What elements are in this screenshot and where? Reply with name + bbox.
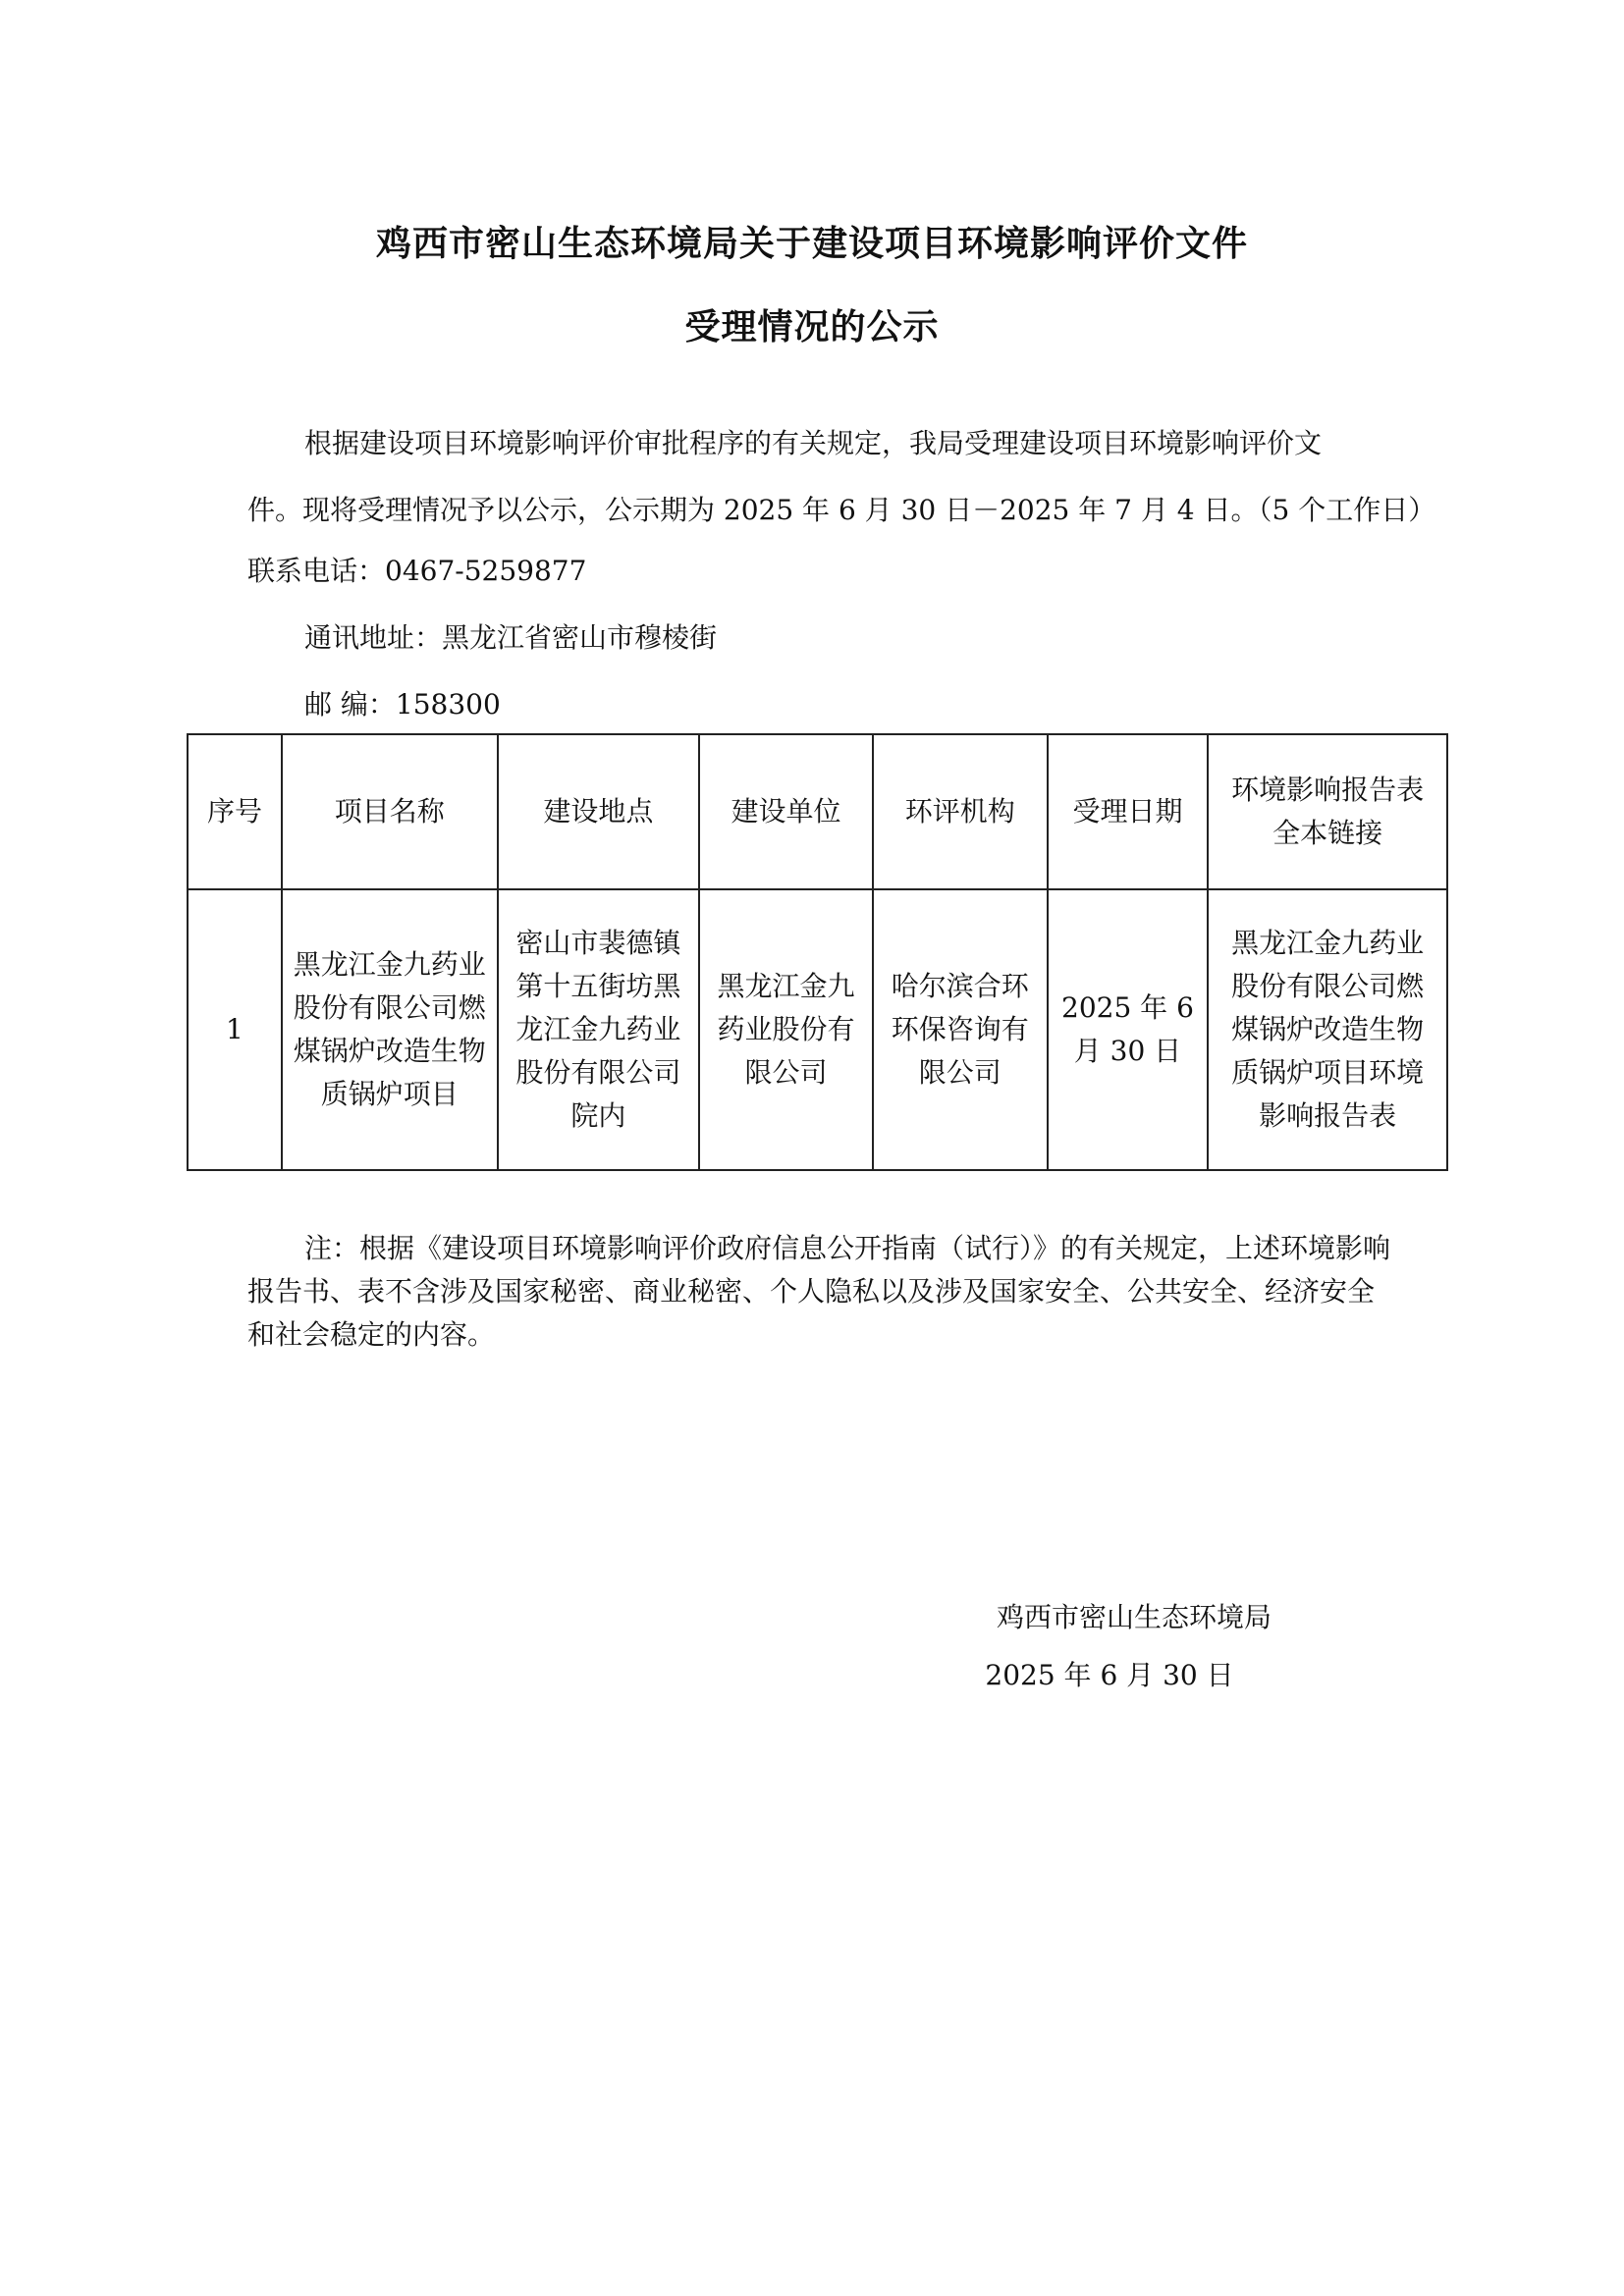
document-title-line2: 受理情况的公示 [684, 307, 940, 347]
intro-paragraph-line2: 件。现将受理情况予以公示，公示期为 2025 年 6 月 30 日－2025 年 7 月 4 日。（5 个工作日） [247, 494, 1436, 526]
header-project: 项目名称 [282, 734, 498, 889]
header-no: 序号 [188, 734, 282, 889]
header-date: 受理日期 [1048, 734, 1209, 889]
contact-address: 通讯地址：黑龙江省密山市穆棱街 [304, 621, 718, 654]
document-title-line1: 鸡西市密山生态环境局关于建设项目环境影响评价文件 [375, 224, 1248, 264]
cell-no: 1 [188, 889, 282, 1170]
table-header-row [188, 734, 1447, 889]
signature-org: 鸡西市密山生态环境局 [996, 1601, 1272, 1633]
cell-location: 密山市裴德镇第十五街坊黑龙江金九药业股份有限公司院内 [498, 889, 700, 1170]
header-link: 环境影响报告表全本链接 [1208, 734, 1447, 889]
table-row [188, 889, 1447, 1170]
signature-date: 2025 年 6 月 30 日 [985, 1659, 1234, 1691]
cell-report-link[interactable]: 黑龙江金九药业股份有限公司燃煤锅炉改造生物质锅炉项目环境影响报告表 [1208, 889, 1447, 1170]
header-unit: 建设单位 [699, 734, 873, 889]
cell-date: 2025 年 6 月 30 日 [1048, 889, 1209, 1170]
cell-unit: 黑龙江金九药业股份有限公司 [699, 889, 873, 1170]
header-agency: 环评机构 [873, 734, 1048, 889]
footnote: 注：根据《建设项目环境影响评价政府信息公开指南（试行）》的有关规定，上述环境影响报告书、表不含涉及国家秘密、商业秘密、个人隐私以及涉及国家安全、公共安全、经济安全和社会稳定的内容。 [247, 1232, 1391, 1351]
cell-agency: 哈尔滨合环环保咨询有限公司 [873, 889, 1048, 1170]
contact-postcode: 邮 编：158300 [304, 688, 501, 721]
acceptance-table [187, 733, 1448, 1171]
header-location: 建设地点 [498, 734, 700, 889]
contact-phone: 联系电话：0467-5259877 [247, 555, 587, 587]
intro-paragraph-line1: 根据建设项目环境影响评价审批程序的有关规定，我局受理建设项目环境影响评价文 [304, 427, 1323, 459]
cell-project: 黑龙江金九药业股份有限公司燃煤锅炉改造生物质锅炉项目 [282, 889, 498, 1170]
